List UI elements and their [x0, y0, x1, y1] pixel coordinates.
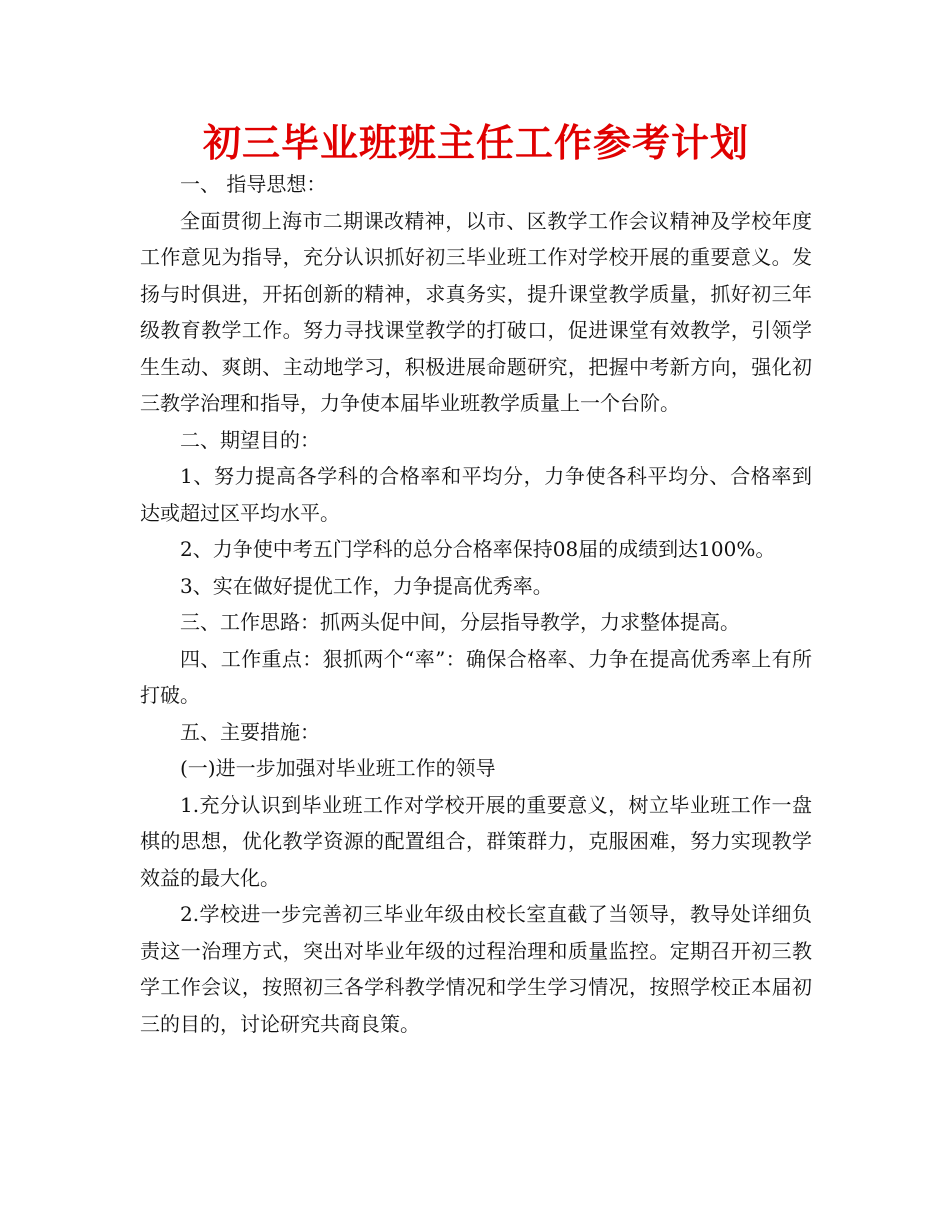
section-heading-goals: 二、期望目的： [180, 427, 320, 452]
goal-item-3: 3、实在做好提优工作，力争提高优秀率。 [180, 573, 553, 598]
measure-item-2: 2.学校进一步完善初三毕业年级由校长室直截了当领导，教导处详细负责这一治理方式，突出对毕业年级的过程治理和质量监控。定期召开初三教学工作会议，按照初三各学科教学情况和学生学习情况，按照学校正本届初三的目的，讨论研究共商良策。 [140, 902, 812, 1036]
document-title: 初三毕业班班主任工作参考计划 [202, 121, 749, 165]
goal-item-2: 2、力争使中考五门学科的总分合格率保持08届的成绩到达100%。 [180, 537, 776, 561]
section-heading-guiding-thought: 一、 指导思想： [180, 172, 327, 196]
paragraph-guiding-thought: 全面贯彻上海市二期课改精神，以市、区教学工作会议精神及学校年度工作意见为指导，充分认识抓好初三毕业班工作对学校开展的重要意义。发扬与时俱进，开拓创新的精神，求真务实，提升课堂教学质量，抓好初三年级教育教学工作。努力寻找课堂教学的打破口，促进课堂有效教学，引领学生生动、爽朗、主动地学习，积极进展命题研究，把握中考新方向，强化初三教学治理和指导，力争使本届毕业班教学质量上一个台阶。 [140, 208, 812, 415]
section-work-focus: 四、工作重点：狠抓两个“率”：确保合格率、力争在提高优秀率上有所打破。 [140, 646, 812, 707]
section-work-approach: 三、工作思路：抓两头促中间，分层指导教学，力求整体提高。 [180, 610, 740, 634]
section-heading-measures: 五、主要措施： [180, 719, 320, 744]
document-page [140, 118, 812, 1042]
goal-item-1: 1、努力提高各学科的合格率和平均分，力争使各科平均分、合格率到达或超过区平均水平。 [140, 464, 812, 525]
measure-item-1: 1.充分认识到毕业班工作对学校开展的重要意义，树立毕业班工作一盘棋的思想，优化教学资源的配置组合，群策群力，克服困难，努力实现教学效益的最大化。 [140, 792, 812, 890]
subsection-heading-leadership: (一)进一步加强对毕业班工作的领导 [180, 756, 496, 780]
